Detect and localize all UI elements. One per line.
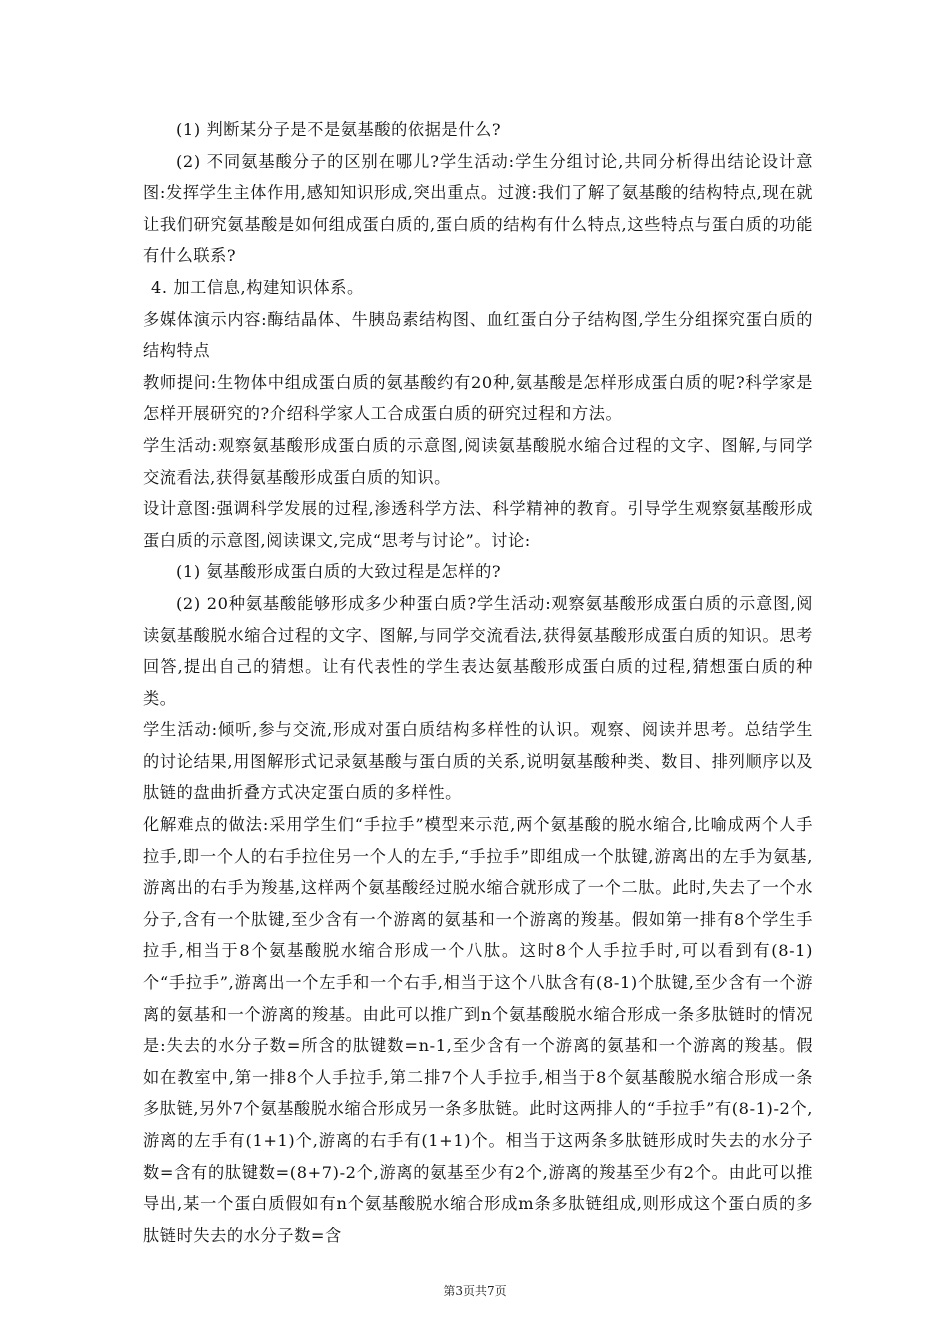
discussion-2-paragraph: (2) 20种氨基酸能够形成多少种蛋白质?学生活动:观察氨基酸形成蛋白质的示意图,阅读氨基酸脱水缩合过程的文字、图解,与同学交流看法,获得氨基酸形成蛋白质的知识。思考回答,提出自己的猜想。让有代表性的学生表达氨基酸形成蛋白质的过程,猜想蛋白质的种类。: [143, 593, 813, 708]
discussion-1-paragraph: (1) 氨基酸形成蛋白质的大致过程是怎样的?: [176, 562, 502, 582]
question-2-paragraph: (2) 不同氨基酸分子的区别在哪儿?学生活动:学生分组讨论,共同分析得出结论设计意图:发挥学生主体作用,感知知识形成,突出重点。过渡:我们了解了氨基酸的结构特点,现在就让我们研究氨基酸是如何组成蛋白质的,蛋白质的结构有什么特点,这些特点与蛋白质的功能有什么联系?: [143, 151, 813, 266]
difficulty-method-paragraph: 化解难点的做法:采用学生们“手拉手”模型来示范,两个氨基酸的脱水缩合,比喻成两个人手拉手,即一个人的右手拉住另一个人的左手,“手拉手”即组成一个肽键,游离出的左手为氨基,游离出的右手为羧基,这样两个氨基酸经过脱水缩合就形成了一个二肽。此时,失去了一个水分子,含有一个肽键,至少含有一个游离的氨基和一个游离的羧基。假如第一排有8个学生手拉手,相当于8个氨基酸脱水缩合形成一个八肽。这时8个人手拉手时,可以看到有(8-1)个“手拉手”,游离出一个左手和一个右手,相当于这个八肽含有(8-1)个肽键,至少含有一个游离的氨基和一个游离的羧基。由此可以推广到n个氨基酸脱水缩合形成一条多肽链时的情况是:失去的水分子数=所含的肽键数=n-1,至少含有一个游离的氨基和一个游离的羧基。假如在教室中,第一排8个人手拉手,第二排7个人手拉手,相当于8个氨基酸脱水缩合形成一条多肽链,另外7个氨基酸脱水缩合形成另一条多肽链。此时这两排人的“手拉手”有(8-1)-2个,游离的左手有(1+1)个,游离的右手有(1+1)个。相当于这两条多肽链形成时失去的水分子数=含有的肽键数=(8+7)-2个,游离的氨基至少有2个,游离的羧基至少有2个。由此可以推导出,某一个蛋白质假如有n个氨基酸脱水缩合形成m条多肽链组成,则形成这个蛋白质的多肽链时失去的水分子数=含: [143, 815, 813, 1245]
student-activity-paragraph: 学生活动:观察氨基酸形成蛋白质的示意图,阅读氨基酸脱水缩合过程的文字、图解,与同学交流看法,获得氨基酸形成蛋白质的知识。: [143, 435, 813, 487]
multimedia-paragraph: 多媒体演示内容:酶结晶体、牛胰岛素结构图、血红蛋白分子结构图,学生分组探究蛋白质的结构特点: [143, 309, 813, 361]
teacher-question-paragraph: 教师提问:生物体中组成蛋白质的氨基酸约有20种,氨基酸是怎样形成蛋白质的呢?科学家是怎样开展研究的?介绍科学家人工合成蛋白质的研究过程和方法。: [143, 372, 813, 424]
step-4-heading: 4. 加工信息,构建知识体系。: [151, 277, 364, 297]
design-intent-paragraph: 设计意图:强调科学发展的过程,渗透科学方法、科学精神的教育。引导学生观察氨基酸形成蛋白质的示意图,阅读课文,完成“思考与讨论”。讨论:: [143, 499, 813, 550]
page-number-footer: 第3页共7页: [443, 1284, 507, 1298]
question-1-paragraph: (1) 判断某分子是不是氨基酸的依据是什么?: [176, 120, 502, 139]
student-activity-2-paragraph: 学生活动:倾听,参与交流,形成对蛋白质结构多样性的认识。观察、阅读并思考。总结学生的讨论结果,用图解形式记录氨基酸与蛋白质的关系,说明氨基酸种类、数目、排列顺序以及肽链的盘曲折叠方式决定蛋白质的多样性。: [143, 720, 813, 803]
document-body: [143, 114, 813, 1251]
